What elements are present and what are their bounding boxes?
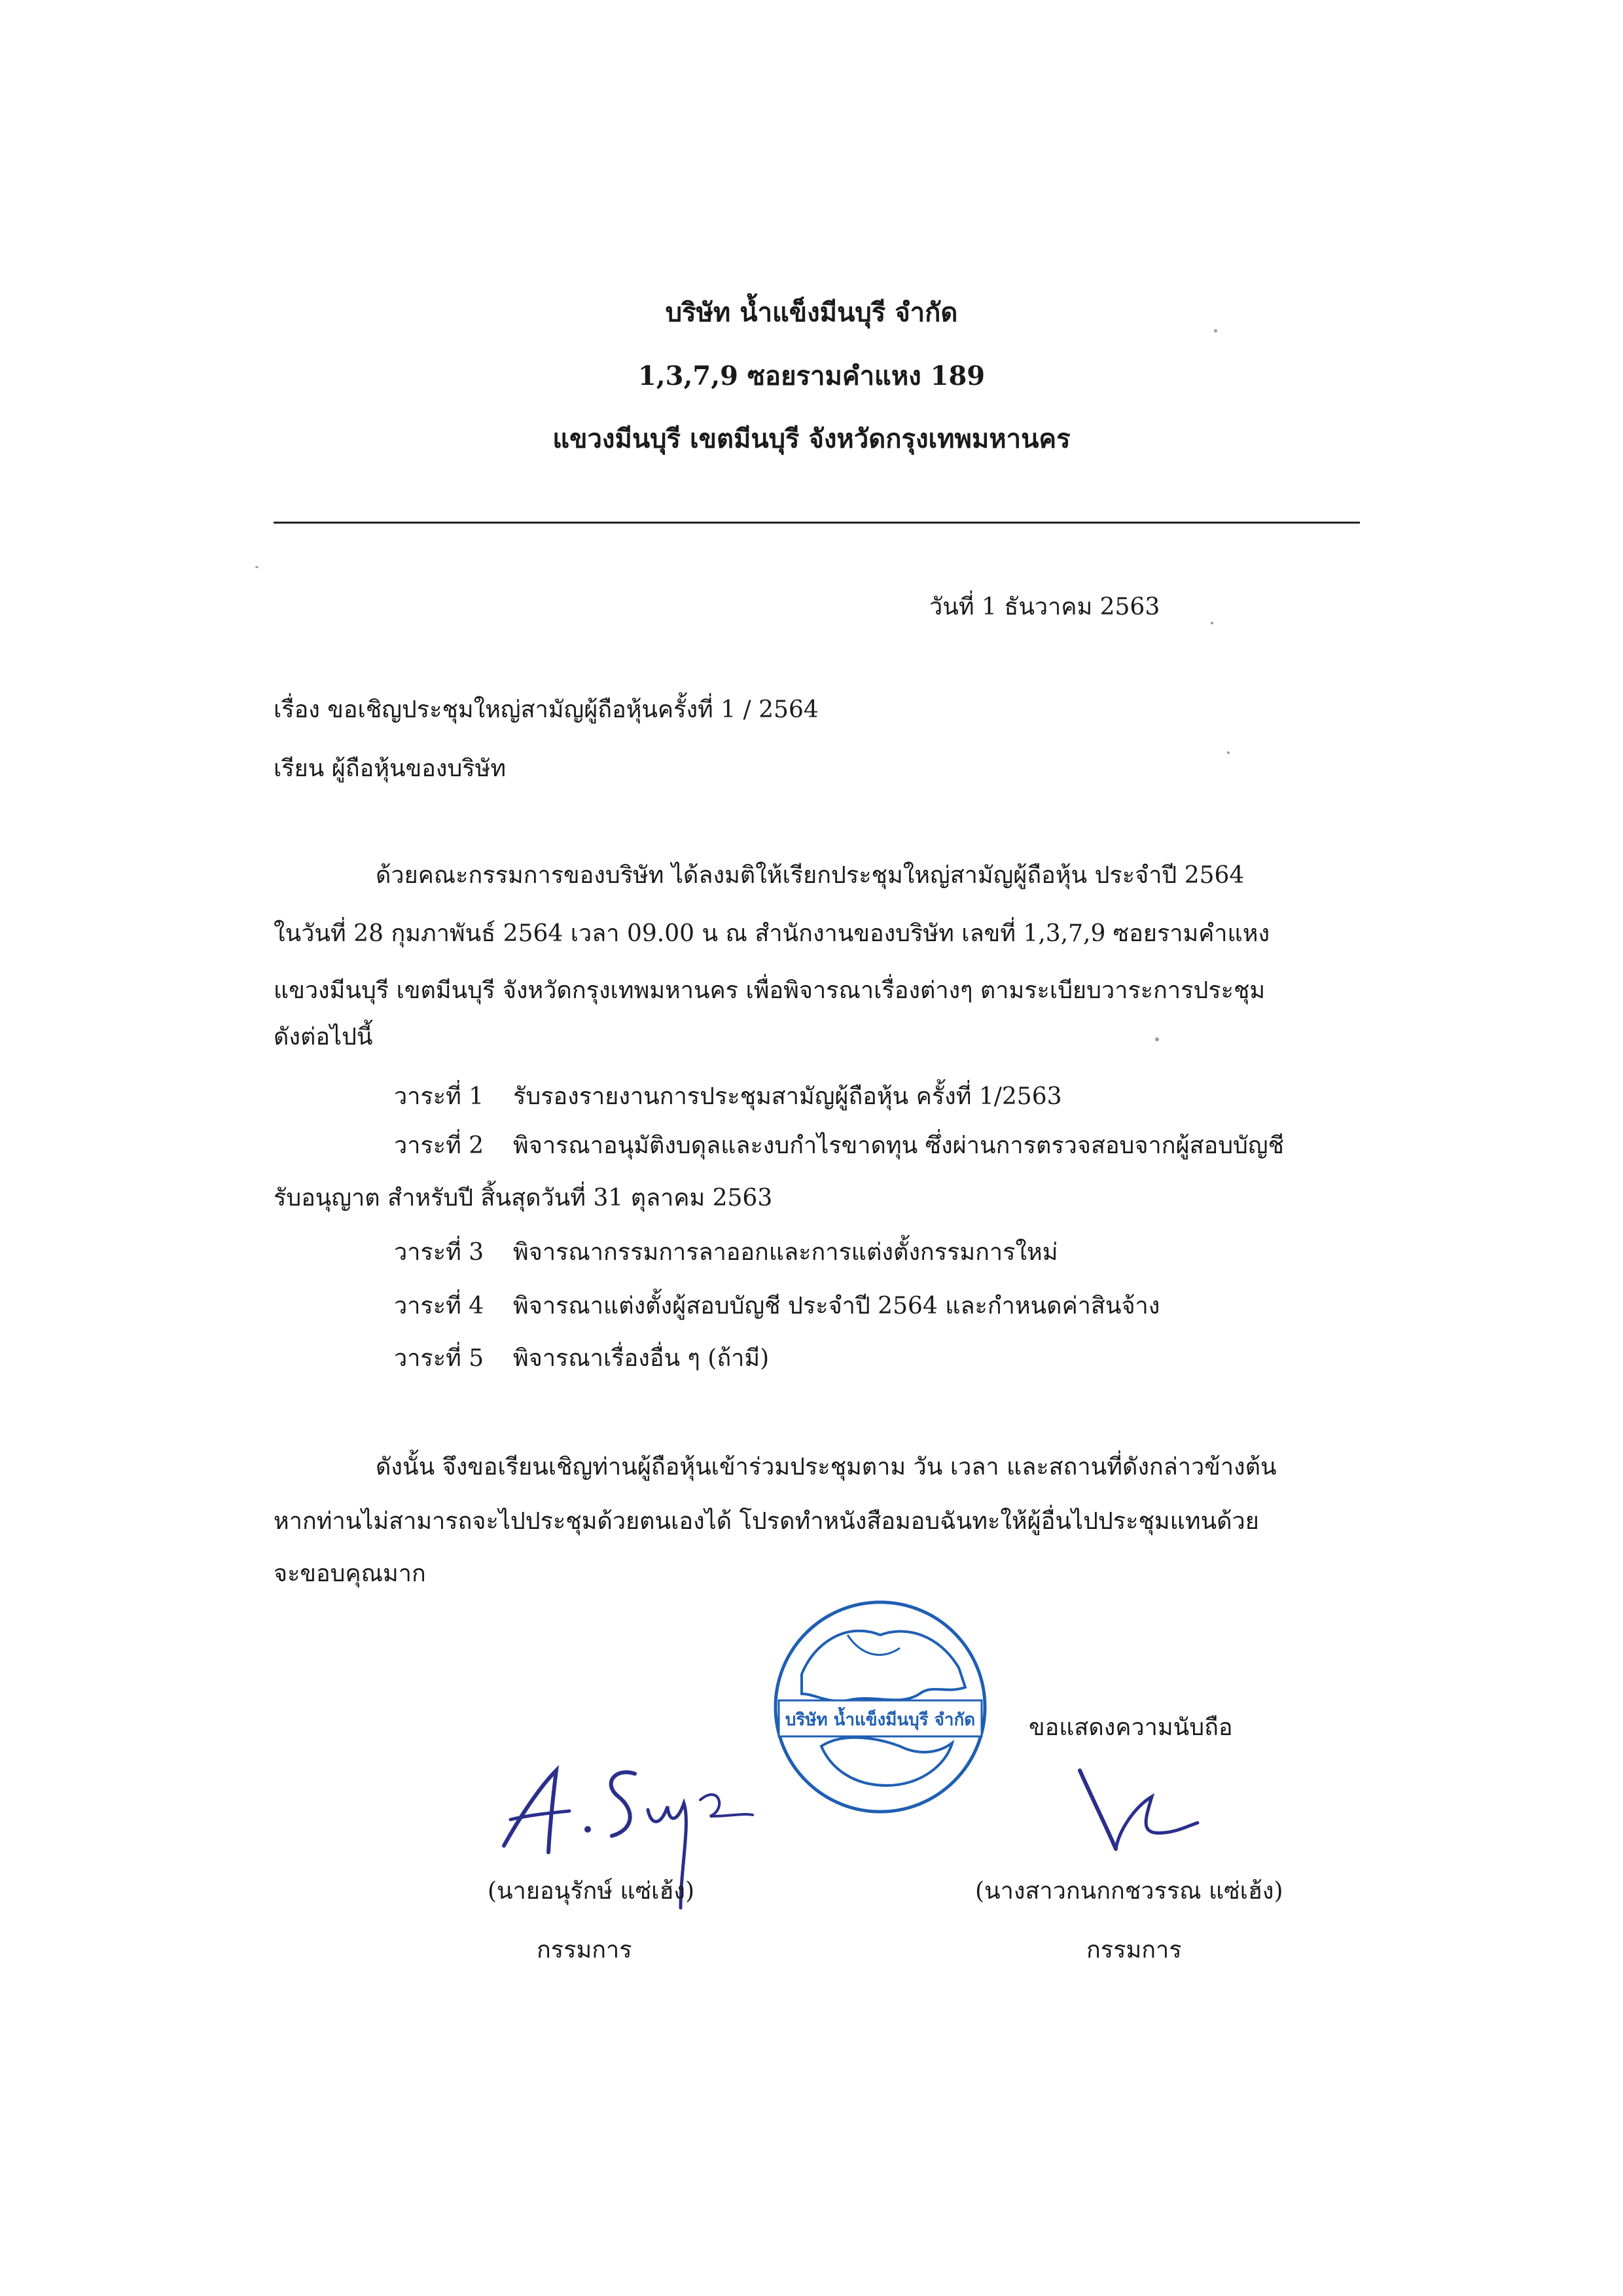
body-line-1: ด้วยคณะกรรมการของบริษัท ได้ลงมติให้เรียกประชุมใหญ่สามัญผู้ถือหุ้น ประจำปี 2564 <box>376 862 1245 889</box>
agenda-label-2: วาระที่ 2 <box>394 1132 484 1159</box>
scan-speck <box>255 566 259 568</box>
agenda-text-4: พิจารณาแต่งตั้งผู้สอบบัญชี ประจำปี 2564 และกำหนดค่าสินจ้าง <box>513 1293 1160 1319</box>
subject-line: เรื่อง ขอเชิญประชุมใหญ่สามัญผู้ถือหุ้นครั้งที่ 1 / 2564 <box>274 696 819 723</box>
agenda-text-1: รับรองรายงานการประชุมสามัญผู้ถือหุ้น ครั้งที่ 1/2563 <box>513 1083 1062 1110</box>
scan-speck <box>1155 1037 1159 1041</box>
agenda-text-2-continued: รับอนุญาต สำหรับปี สิ้นสุดวันที่ 31 ตุลาคม 2563 <box>274 1185 773 1211</box>
agenda-label-1: วาระที่ 1 <box>394 1083 484 1110</box>
signatory-1-title: กรรมการ <box>537 1937 632 1964</box>
agenda-label-4: วาระที่ 4 <box>394 1293 484 1319</box>
closing-line-1: ดังนั้น จึงขอเรียนเชิญท่านผู้ถือหุ้นเข้าร่วมประชุมตาม วัน เวลา และสถานที่ดังกล่าวข้างต้น <box>376 1454 1277 1480</box>
agenda-text-3: พิจารณากรรมการลาออกและการแต่งตั้งกรรมการใหม่ <box>513 1239 1058 1266</box>
scan-speck <box>1214 329 1217 332</box>
letter-date: วันที่ 1 ธันวาคม 2563 <box>929 594 1160 620</box>
company-name: บริษัท น้ำแข็งมีนบุรี จำกัด <box>665 297 958 328</box>
scan-speck <box>1227 751 1230 754</box>
signatory-1-name: (นายอนุรักษ์ แซ่เฮ้ง) <box>488 1878 695 1905</box>
closing-line-2: หากท่านไม่สามารถจะไปประชุมด้วยตนเองได้ โปรดทำหนังสือมอบฉันทะให้ผู้อื่นไปประชุมแทนด้วย <box>274 1508 1259 1535</box>
header-divider <box>274 522 1360 524</box>
agenda-label-5: วาระที่ 5 <box>394 1345 484 1372</box>
closing-line-3: จะขอบคุณมาก <box>274 1560 426 1587</box>
body-line-4: ดังต่อไปนี้ <box>274 1024 373 1050</box>
signature-2-handwritten <box>1073 1761 1204 1859</box>
agenda-text-2: พิจารณาอนุมัติงบดุลและงบกำไรขาดทุน ซึ่งผ่านการตรวจสอบจากผู้สอบบัญชี <box>513 1132 1285 1159</box>
recipient-line: เรียน ผู้ถือหุ้นของบริษัท <box>274 755 507 782</box>
company-address-line-2: แขวงมีนบุรี เขตมีนบุรี จังหวัดกรุงเทพมหานคร <box>552 423 1071 454</box>
regards-text: ขอแสดงความนับถือ <box>1029 1714 1233 1741</box>
signatory-2-name: (นางสาวกนกกชวรรณ แซ่เฮ้ง) <box>975 1878 1283 1905</box>
stamp-text: บริษัท น้ำแข็งมีนบุรี จำกัด <box>785 1710 976 1730</box>
signatory-2-title: กรรมการ <box>1086 1937 1182 1964</box>
body-line-2: ในวันที่ 28 กุมภาพันธ์ 2564 เวลา 09.00 น ณ สำนักงานของบริษัท เลขที่ 1,3,7,9 ซอยรามคำแหง <box>274 920 1270 947</box>
body-line-3: แขวงมีนบุรี เขตมีนบุรี จังหวัดกรุงเทพมหานคร เพื่อพิจารณาเรื่องต่างๆ ตามระเบียบวาระการประชุม <box>274 977 1266 1004</box>
scan-speck <box>1211 622 1213 624</box>
agenda-label-3: วาระที่ 3 <box>394 1239 484 1266</box>
agenda-text-5: พิจารณาเรื่องอื่น ๆ (ถ้ามี) <box>513 1345 770 1372</box>
company-stamp-seal <box>769 1596 991 1818</box>
company-address-line-1: 1,3,7,9 ซอยรามคำแหง 189 <box>637 361 986 391</box>
